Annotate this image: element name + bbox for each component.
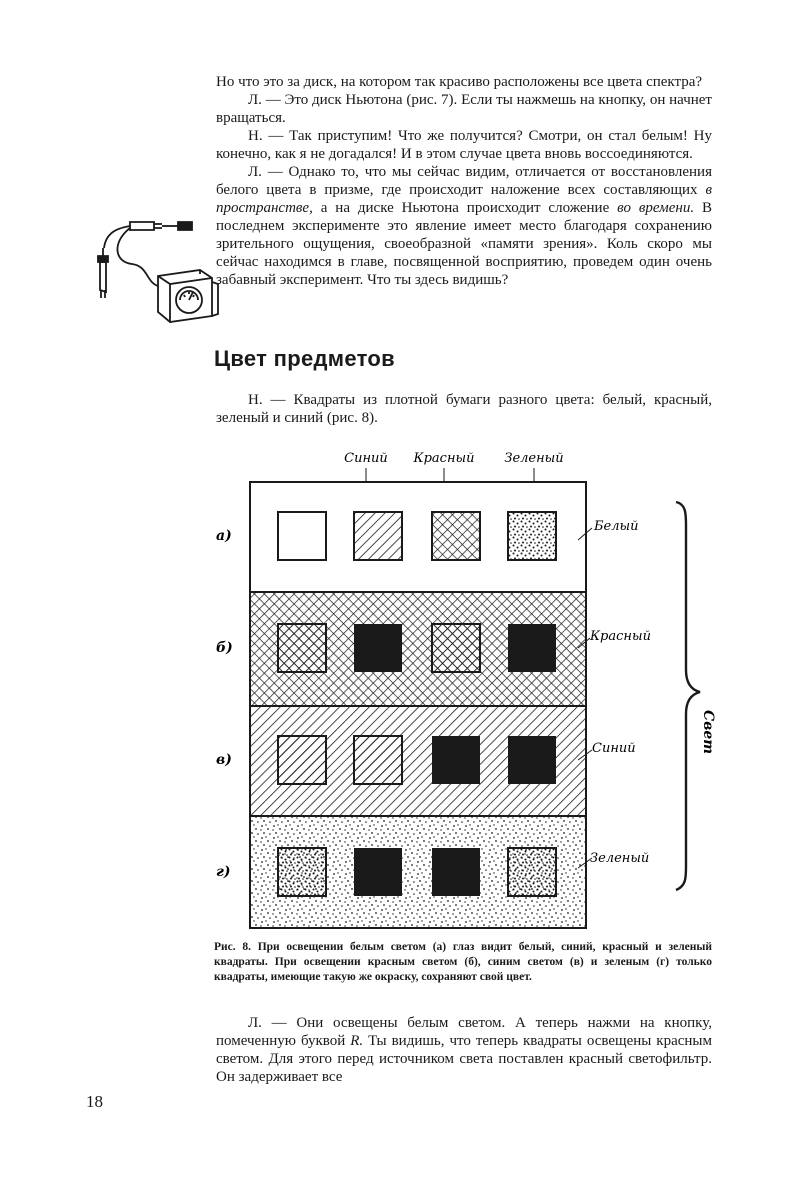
square-blue [354,736,402,784]
square-red [432,848,480,896]
line-text: а на диске Ньютона происходит сложение [312,200,618,216]
light-label-red: Красный [590,629,651,644]
square-red [432,736,480,784]
emphasis: R. [350,1033,364,1049]
label-green: Зеленый [504,451,564,466]
square-blue [354,624,402,672]
paragraph-l-3 [216,1014,712,1086]
figure-caption: Рис. 8. При освещении белым светом (а) глаз видит белый, синий, красный и зеленый квадраты. При освещении красным светом (б), синим светом (в) и зеленым (г) только квадраты, имеющие такую же окраску, сохраняют свой цвет. [214,941,712,983]
square-red [432,624,480,672]
line-text: Так приступим! Что же получится? Смотри, он стал белым! Ну конечно, как я не догадался! И в этом случае цвета вновь воссоединяются. [216,128,712,162]
figure-8 [200,440,720,940]
paragraph-n-2 [216,391,712,427]
square-white [278,848,326,896]
light-label-blue: Синий [592,741,636,756]
row-label-b: б) [216,640,233,656]
square-green [508,848,556,896]
dialogue-block-2 [216,391,712,427]
line-text: Ты видишь, что теперь квадраты освещены красным светом. Для этого перед источником света поставлен красный светофильтр. Он задерживает все [216,1033,713,1085]
square-white [278,624,326,672]
paragraph-n-1 [216,127,712,163]
speaker-n: Н. — [248,128,290,144]
light-label-white: Белый [594,519,639,534]
speaker-l: Л. — [248,164,289,180]
square-white [278,736,326,784]
row-label-v: в) [216,752,232,768]
row-label-g: г) [216,864,231,880]
section-title: Цвет предметов [214,346,395,371]
label-blue: Синий [344,451,388,466]
line-text: В последнем эксперименте это явление имеет место благодаря сохранению зрительного ощущения, своеобразной «памяти зрения». Коль скоро мы сейчас находимся в главе, посвященной восприятию, проведем один очень забавный эксперимент. Что ты здесь видишь? [216,200,712,288]
square-green [508,512,556,560]
paragraph-l-2 [216,163,712,289]
speaker-n: Н. — [248,392,294,408]
square-red [432,512,480,560]
line-text: Однако то, что мы сейчас видим, отличается от восстановления белого цвета в призме, где происходит наложение всех составляющих [216,164,712,198]
square-blue [354,512,402,560]
label-red: Красный [413,451,475,466]
speaker-l: Л. — [248,1015,297,1031]
square-green [508,736,556,784]
light-label-green: Зеленый [590,851,650,866]
page-number: 18 [86,1092,103,1111]
line-text: Это диск Ньютона (рис. 7). Если ты нажмешь на кнопку, он начнет вращаться. [216,92,712,126]
dialogue-block-1 [216,73,712,289]
brace [676,502,700,890]
emphasis: в пространстве, [216,182,712,216]
brace-label: Свет [700,710,716,755]
device-illustration [92,212,222,332]
paragraph-l-1 [216,91,712,127]
square-blue [354,848,402,896]
paragraph-intro: Но что это за диск, на котором так красиво расположены все цвета спектра? [216,74,703,90]
square-white [278,512,326,560]
dialogue-block-3 [216,1014,712,1086]
square-green [508,624,556,672]
speaker-l: Л. — [248,92,285,108]
emphasis: во времени. [617,200,695,216]
row-label-a: а) [216,528,232,544]
line-text: Они освещены белым светом. А теперь нажми на кнопку, помеченную буквой [216,1015,712,1049]
line-text: Квадраты из плотной бумаги разного цвета: белый, красный, зеленый и синий (рис. 8). [216,392,712,426]
